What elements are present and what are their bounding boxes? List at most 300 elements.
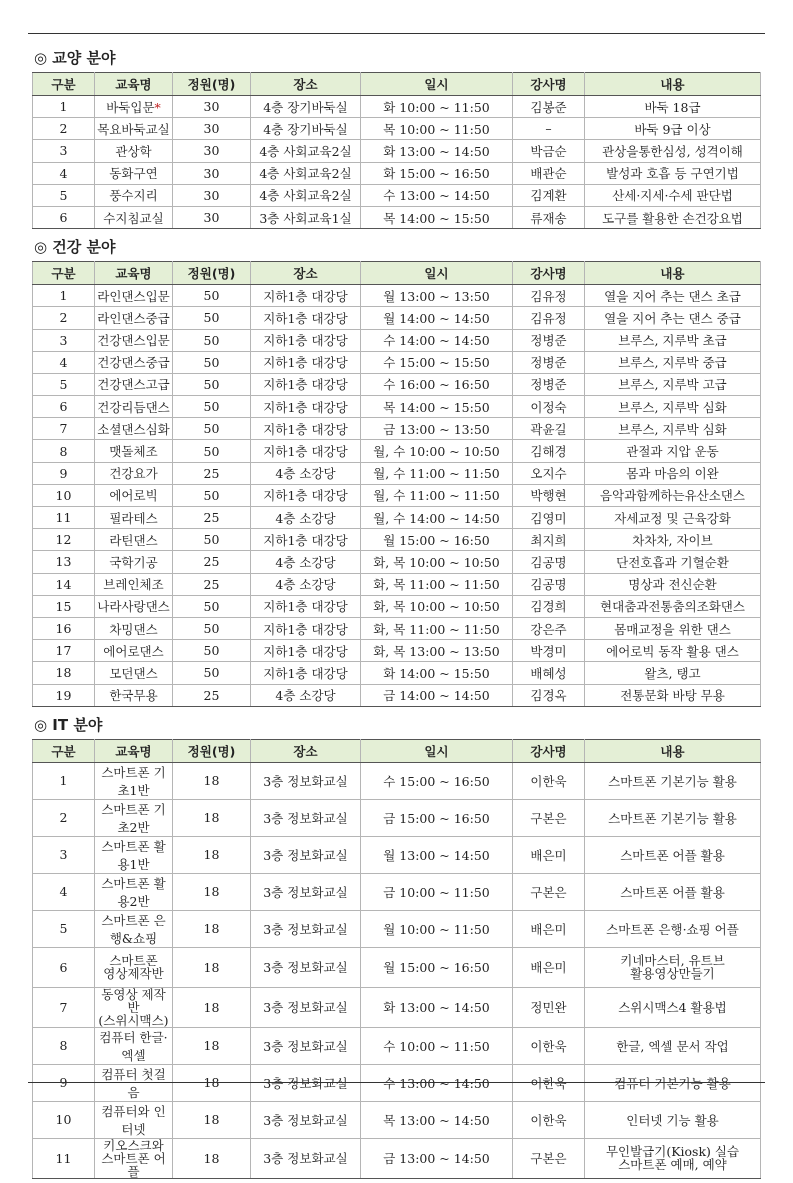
location	[251, 307, 361, 329]
row-number	[33, 96, 95, 118]
course-name	[95, 140, 173, 162]
table-row	[33, 617, 761, 639]
capacity	[173, 184, 251, 206]
course-content-text: 바둑 9급 이상	[634, 121, 711, 137]
capacity	[173, 484, 251, 506]
course-content	[585, 140, 761, 162]
schedule	[361, 1138, 513, 1178]
capacity-text: 50	[203, 376, 220, 392]
row-number	[33, 140, 95, 162]
capacity	[173, 206, 251, 228]
table-row	[33, 640, 761, 662]
course-content-text: 스마트폰 기본기능 활용	[608, 773, 737, 789]
row-number-text: 6	[59, 399, 68, 415]
schedule	[361, 118, 513, 140]
location-text: 지하1층 대강당	[263, 621, 348, 637]
schedule	[361, 507, 513, 529]
instructor-text: 김유정	[530, 310, 567, 326]
schedule-text: 수 13:00 ~ 14:50	[383, 188, 490, 204]
row-number-text: 3	[59, 332, 68, 348]
col-header-course: 교육명	[95, 262, 173, 285]
schedule	[361, 462, 513, 484]
schedule-text: 월 14:00 ~ 14:50	[383, 310, 490, 326]
course-name-text: 한국무용	[109, 688, 158, 704]
schedule-text: 목 10:00 ~ 11:50	[383, 121, 490, 137]
row-number-text: 4	[59, 354, 68, 370]
location	[251, 1101, 361, 1138]
capacity	[173, 640, 251, 662]
capacity-text: 18	[203, 921, 220, 937]
col-header-location: 장소	[251, 73, 361, 96]
course-content-text: 열을 지어 추는 댄스 초급	[604, 288, 741, 304]
capacity-text: 18	[203, 810, 220, 826]
instructor-text: 정병준	[530, 333, 567, 349]
course-content-text: 차차차, 자이브	[632, 532, 713, 548]
capacity	[173, 1027, 251, 1064]
course-name	[95, 573, 173, 595]
course-name-text: 모던댄스	[109, 665, 158, 681]
course-content-text: 자세교정 및 근육강화	[614, 510, 731, 526]
schedule-text: 수 10:00 ~ 11:50	[383, 1038, 490, 1054]
col-header-instructor: 강사명	[513, 73, 585, 96]
location-text: 4층 소강당	[275, 466, 336, 482]
location-text: 3층 정보화교실	[263, 847, 348, 863]
col-header-instructor: 강사명	[513, 262, 585, 285]
instructor	[513, 762, 585, 799]
course-content	[585, 329, 761, 351]
capacity	[173, 836, 251, 873]
location	[251, 162, 361, 184]
location-text: 3층 정보화교실	[263, 921, 348, 937]
course-name-text: 수지침교실	[103, 210, 164, 226]
course-name	[95, 662, 173, 684]
schedule	[361, 873, 513, 910]
instructor	[513, 140, 585, 162]
location	[251, 1138, 361, 1178]
row-number	[33, 507, 95, 529]
course-content	[585, 96, 761, 118]
location-text: 지하1층 대강당	[263, 377, 348, 393]
capacity-text: 50	[203, 665, 220, 681]
instructor	[513, 206, 585, 228]
capacity-text: 30	[203, 210, 220, 226]
location-text: 3층 정보화교실	[263, 884, 348, 900]
capacity	[173, 551, 251, 573]
table-row	[33, 440, 761, 462]
course-table	[32, 72, 761, 229]
schedule	[361, 396, 513, 418]
schedule	[361, 595, 513, 617]
capacity-text: 18	[203, 1038, 220, 1054]
row-number	[33, 1027, 95, 1064]
course-name	[95, 285, 173, 307]
row-number-text: 4	[59, 884, 68, 900]
course-name	[95, 418, 173, 440]
instructor-text: 류재송	[530, 210, 567, 226]
section-title: ◎ 건강 분야	[34, 238, 116, 257]
capacity	[173, 873, 251, 910]
instructor-text: 김영미	[530, 510, 567, 526]
course-name	[95, 307, 173, 329]
location-text: 지하1층 대강당	[263, 532, 348, 548]
course-content	[585, 873, 761, 910]
table-row	[33, 96, 761, 118]
capacity	[173, 617, 251, 639]
instructor-text: 최지희	[530, 532, 567, 548]
col-header-instructor: 강사명	[513, 739, 585, 762]
course-content-text: 인터넷 기능 활용	[626, 1112, 719, 1128]
capacity-text: 18	[203, 1150, 220, 1166]
capacity-text: 25	[203, 465, 220, 481]
schedule-text: 목 14:00 ~ 15:50	[383, 399, 490, 415]
location-text: 지하1층 대강당	[263, 599, 348, 615]
capacity	[173, 351, 251, 373]
capacity-text: 50	[203, 288, 220, 304]
schedule-text: 월, 수 14:00 ~ 14:50	[373, 510, 500, 526]
course-content-text: 스위시맥스4 활용법	[618, 999, 727, 1015]
table-row	[33, 484, 761, 506]
course-name-text: 스마트폰 기초1반	[101, 764, 166, 798]
row-number-text: 15	[55, 598, 72, 614]
course-name-text: 풍수지리	[109, 188, 158, 204]
course-name-text: 스마트폰 활용2반	[101, 875, 166, 909]
location-text: 3층 정보화교실	[263, 773, 348, 789]
instructor-text: 이한욱	[530, 1112, 567, 1128]
table-row	[33, 873, 761, 910]
instructor	[513, 910, 585, 947]
course-name	[95, 684, 173, 706]
capacity-text: 18	[203, 884, 220, 900]
col-header-course: 교육명	[95, 739, 173, 762]
course-name-text: 스마트폰 영상제작반	[103, 953, 164, 982]
capacity-text: 50	[203, 621, 220, 637]
course-name-text: 에어로빅	[109, 488, 158, 504]
table-row	[33, 684, 761, 706]
course-content-text: 단전호흡과 기혈순환	[616, 554, 729, 570]
course-name	[95, 440, 173, 462]
capacity	[173, 140, 251, 162]
schedule-text: 화 13:00 ~ 14:50	[383, 143, 490, 159]
course-name-text: 국학기공	[109, 554, 158, 570]
row-number	[33, 987, 95, 1027]
row-number	[33, 910, 95, 947]
schedule	[361, 799, 513, 836]
table-row	[33, 947, 761, 987]
location-text: 4층 소강당	[275, 510, 336, 526]
course-content	[585, 662, 761, 684]
location	[251, 836, 361, 873]
instructor-text: 배은미	[530, 847, 567, 863]
capacity-text: 25	[203, 687, 220, 703]
schedule	[361, 551, 513, 573]
schedule	[361, 373, 513, 395]
course-content	[585, 507, 761, 529]
capacity	[173, 285, 251, 307]
col-header-schedule: 일시	[361, 262, 513, 285]
location-text: 3층 정보화교실	[263, 810, 348, 826]
course-content-text: 한글, 엑셀 문서 작업	[616, 1038, 729, 1054]
instructor	[513, 1027, 585, 1064]
schedule-text: 화, 목 11:00 ~ 11:50	[373, 621, 500, 637]
course-content	[585, 351, 761, 373]
location	[251, 595, 361, 617]
location	[251, 617, 361, 639]
header-row	[33, 262, 761, 285]
location-text: 3층 정보화교실	[263, 1075, 348, 1091]
course-content-text: 브루스, 지루박 고급	[618, 377, 727, 393]
row-number	[33, 1101, 95, 1138]
schedule	[361, 910, 513, 947]
location	[251, 551, 361, 573]
course-name	[95, 484, 173, 506]
instructor	[513, 573, 585, 595]
row-number-text: 6	[59, 210, 68, 226]
bottom-rule	[28, 1082, 765, 1083]
row-number-text: 4	[59, 165, 68, 181]
course-name-text: 바둑입문	[106, 99, 155, 115]
row-number-text: 8	[59, 443, 68, 459]
capacity	[173, 762, 251, 799]
course-name-text: 동화구연	[109, 166, 158, 182]
instructor-text: 박행현	[530, 488, 567, 504]
instructor	[513, 799, 585, 836]
capacity-text: 18	[203, 847, 220, 863]
location-text: 지하1층 대강당	[263, 399, 348, 415]
instructor	[513, 285, 585, 307]
schedule-text: 수 14:00 ~ 14:50	[383, 333, 490, 349]
course-name	[95, 987, 173, 1027]
schedule	[361, 418, 513, 440]
row-number-text: 5	[59, 376, 68, 392]
location-text: 지하1층 대강당	[263, 310, 348, 326]
course-content	[585, 1101, 761, 1138]
row-number-text: 5	[59, 921, 68, 937]
instructor-text: 이한욱	[530, 1075, 567, 1091]
required-marker: *	[154, 99, 161, 115]
section-title: ◎ 교양 분야	[34, 49, 116, 67]
course-name-text: 컴퓨터와 인터넷	[101, 1103, 166, 1137]
course-name-text: 동영상 제작반 (스위시맥스)	[98, 986, 169, 1028]
row-number	[33, 684, 95, 706]
capacity-text: 30	[203, 187, 220, 203]
schedule	[361, 762, 513, 799]
location-text: 지하1층 대강당	[263, 444, 348, 460]
row-number	[33, 836, 95, 873]
row-number	[33, 573, 95, 595]
instructor	[513, 1101, 585, 1138]
table-row	[33, 1027, 761, 1064]
table-row	[33, 551, 761, 573]
capacity-text: 50	[203, 399, 220, 415]
course-content-text: 관절과 지압 운동	[626, 444, 719, 460]
course-content-text: 도구를 활용한 손건강요법	[602, 210, 743, 226]
schedule	[361, 484, 513, 506]
col-header-schedule: 일시	[361, 73, 513, 96]
course-name	[95, 799, 173, 836]
capacity	[173, 662, 251, 684]
col-header-location: 장소	[251, 262, 361, 285]
schedule	[361, 440, 513, 462]
row-number	[33, 184, 95, 206]
schedule-text: 화 14:00 ~ 15:50	[383, 665, 490, 681]
course-name	[95, 947, 173, 987]
location	[251, 947, 361, 987]
course-content	[585, 184, 761, 206]
course-content-text: 컴퓨터 기본기능 활용	[614, 1075, 731, 1091]
capacity-text: 30	[203, 165, 220, 181]
schedule	[361, 617, 513, 639]
row-number-text: 3	[59, 847, 68, 863]
row-number	[33, 617, 95, 639]
course-content-text: 현대춤과전통춤의조화댄스	[600, 599, 745, 615]
location	[251, 418, 361, 440]
col-header-capacity: 정원(명)	[173, 262, 251, 285]
capacity	[173, 440, 251, 462]
course-name-text: 라인댄스중급	[97, 310, 170, 326]
row-number-text: 1	[59, 288, 68, 304]
row-number	[33, 762, 95, 799]
location	[251, 206, 361, 228]
row-number-text: 16	[55, 621, 72, 637]
row-number-text: 1	[59, 99, 68, 115]
instructor	[513, 1138, 585, 1178]
row-number	[33, 329, 95, 351]
instructor	[513, 162, 585, 184]
table-row	[33, 307, 761, 329]
schedule	[361, 307, 513, 329]
col-header-content: 내용	[585, 262, 761, 285]
course-content	[585, 910, 761, 947]
row-number-text: 10	[55, 487, 72, 503]
location-text: 4층 사회교육2실	[259, 166, 352, 182]
table-row	[33, 140, 761, 162]
instructor-text: 김공명	[530, 554, 567, 570]
schedule	[361, 573, 513, 595]
capacity	[173, 1101, 251, 1138]
capacity	[173, 799, 251, 836]
course-content	[585, 836, 761, 873]
row-number	[33, 529, 95, 551]
course-content	[585, 573, 761, 595]
schedule-text: 수 13:00 ~ 14:50	[383, 1075, 490, 1091]
capacity-text: 18	[203, 1075, 220, 1091]
instructor-text: 강은주	[530, 621, 567, 637]
course-name	[95, 373, 173, 395]
table-row	[33, 910, 761, 947]
course-name	[95, 617, 173, 639]
course-name-text: 라틴댄스	[109, 532, 158, 548]
location	[251, 96, 361, 118]
capacity	[173, 573, 251, 595]
row-number	[33, 947, 95, 987]
capacity-text: 25	[203, 510, 220, 526]
instructor-text: 김해경	[530, 444, 567, 460]
schedule	[361, 640, 513, 662]
row-number-text: 10	[55, 1112, 72, 1128]
col-header-course: 교육명	[95, 73, 173, 96]
instructor	[513, 118, 585, 140]
row-number	[33, 595, 95, 617]
capacity	[173, 373, 251, 395]
location-text: 지하1층 대강당	[263, 421, 348, 437]
table-row	[33, 595, 761, 617]
instructor	[513, 484, 585, 506]
instructor-text: 김경희	[530, 599, 567, 615]
course-name	[95, 329, 173, 351]
course-name	[95, 162, 173, 184]
schedule-text: 금 14:00 ~ 14:50	[383, 688, 490, 704]
course-content-text: 브루스, 지루박 중급	[618, 355, 727, 371]
table-row	[33, 285, 761, 307]
course-content-text: 스마트폰 기본기능 활용	[608, 810, 737, 826]
instructor	[513, 307, 585, 329]
section-title: ◎ IT 분야	[34, 715, 103, 734]
schedule-text: 수 16:00 ~ 16:50	[383, 377, 490, 393]
schedule-text: 목 13:00 ~ 14:50	[383, 1112, 490, 1128]
row-number-text: 7	[59, 421, 68, 437]
course-content	[585, 440, 761, 462]
location-text: 3층 정보화교실	[263, 959, 348, 975]
course-name	[95, 118, 173, 140]
location-text: 3층 정보화교실	[263, 1150, 348, 1166]
location-text: 4층 장기바둑실	[263, 121, 348, 137]
table-row	[33, 418, 761, 440]
capacity	[173, 307, 251, 329]
instructor-text: 구본은	[530, 884, 567, 900]
schedule	[361, 184, 513, 206]
course-content-text: 스마트폰 어플 활용	[620, 847, 725, 863]
location-text: 4층 소강당	[275, 688, 336, 704]
course-name	[95, 396, 173, 418]
instructor	[513, 96, 585, 118]
location-text: 3층 정보화교실	[263, 1112, 348, 1128]
table-row	[33, 351, 761, 373]
row-number	[33, 118, 95, 140]
table-row	[33, 162, 761, 184]
instructor	[513, 440, 585, 462]
schedule	[361, 96, 513, 118]
course-content	[585, 418, 761, 440]
table-row	[33, 462, 761, 484]
capacity	[173, 96, 251, 118]
capacity-text: 50	[203, 443, 220, 459]
row-number	[33, 799, 95, 836]
course-content	[585, 947, 761, 987]
instructor	[513, 595, 585, 617]
capacity-text: 50	[203, 643, 220, 659]
course-content-text: 바둑 18급	[644, 99, 701, 115]
course-name-text: 키오스크와 스마트폰 어플	[101, 1137, 166, 1179]
course-content	[585, 684, 761, 706]
instructor-text: 김봉준	[530, 99, 567, 115]
location	[251, 987, 361, 1027]
document-body	[32, 44, 762, 1183]
capacity-text: 50	[203, 354, 220, 370]
capacity-text: 50	[203, 598, 220, 614]
instructor-text: 오지수	[530, 466, 567, 482]
course-name	[95, 351, 173, 373]
course-name-text: 라인댄스입문	[97, 288, 170, 304]
row-number	[33, 873, 95, 910]
course-content-text: 브루스, 지루박 초급	[618, 333, 727, 349]
row-number	[33, 162, 95, 184]
table-row	[33, 507, 761, 529]
schedule	[361, 684, 513, 706]
capacity	[173, 910, 251, 947]
course-content	[585, 396, 761, 418]
capacity-text: 25	[203, 554, 220, 570]
capacity	[173, 987, 251, 1027]
